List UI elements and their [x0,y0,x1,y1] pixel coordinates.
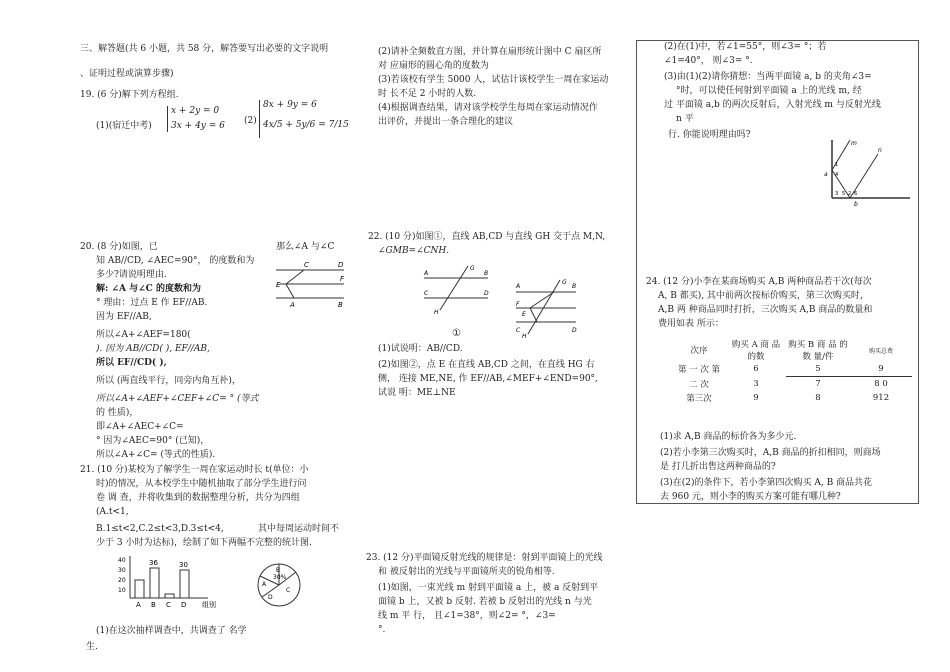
q24-sub3b: 去 960 元，则小李的购买方案可能有哪几种? [660,492,841,502]
q23-right-7: 行. 你能说明理由吗? [668,130,751,140]
q23-line-5: 线 m 平 行， 且∠1=38°，则∠2= °，∠3= [378,611,556,621]
q20-line-3: 多少?请说明理由. [96,270,167,280]
pie-label-b: B [276,567,281,574]
fig-label-5: 5 [842,191,846,197]
q23-line-2: 和 被反射出的光线与平面镜所夹的锐角相等. [378,567,555,577]
fig1-label-b: B [484,270,489,277]
q19-part1-eq1: x + 2y = 0 [171,106,220,116]
q20-figure [270,258,350,318]
q20-line-10: 所以 (两直线平行，同旁内角互补)， [96,376,241,386]
q23-right-6: n 平 [676,114,694,124]
q22-line-2: ∠GMB=∠CNH. [378,246,450,256]
q23-line-6: °. [378,625,386,635]
th-total: 购买总费 [868,347,893,355]
q19-part1-brace [167,106,168,132]
q23-mirror-figure [820,136,916,208]
fig-label-n: n [878,147,882,154]
q23-right-1: (2)在(1)中，若∠1=55°，则∠3= °；若 [664,42,827,52]
fig2-label-e: E [522,311,526,318]
q24-line-1: 24. (12 分)小李在某商场购买 A,B 两种商品若干次(每次 [646,277,872,287]
q22-sub2c: 试说 明：ME⊥NE [378,388,456,398]
fig-label-b: B [338,301,343,309]
q22-sub1: (1)试说明：AB//CD. [378,344,463,354]
y-tick-20: 20 [118,577,126,584]
fig2-label-f: F [516,301,520,308]
q21-bar-chart [118,554,228,610]
fig-line-ea [286,284,294,298]
q20-line-1a: 20. (8 分)如图，已 [80,242,158,252]
q22-sub2b: 侧， 连接 ME,NE, 作 EF//AB,∠MEF+∠END=90°, [378,374,598,384]
x-label-a: A [136,601,141,609]
table-cell: 9 [753,393,759,403]
q19-part2-eq2: 4x/5 + 5y/6 = 7/15 [263,120,349,130]
q21-line-1: 21. (10 分)某校为了解学生一周在家运动时长 t(单位：小 [80,465,309,475]
section-header-2: 、证明过程或演算步骤) [80,69,174,79]
bar-label-36: 36 [149,559,158,567]
q20-line-6: 因为 EF//AB, [96,312,152,322]
fig-label-6: 6 [854,191,858,197]
q22-figure-2 [512,276,580,338]
fig2-line-me [530,292,554,308]
q21-sub1: (1)在这次抽样调查中，共调查了 名学 [96,626,247,636]
fig1-label-c: C [424,290,429,297]
q21-line-4: (A.t<1, [96,507,129,517]
q20-line-8: ). 因为 AB//CD( ), EF//AB, [96,344,210,354]
fig1-label-h: H [434,309,439,316]
table-cell: 9 [878,364,884,374]
q20-line-2: 知 AB//CD, ∠AEC=90°， 的度数和为 [96,256,255,266]
table-cell: 6 [753,364,759,375]
bar-b [150,568,159,598]
table-cell: 第 一 次 第 [677,365,721,376]
q22-line-1: 22. (10 分)如图①，直线 AB,CD 与直线 GH 交于点 M,N, [368,232,606,242]
table-cell: 8 [815,393,821,403]
bar-d [180,570,189,598]
q19-part2-eq1: 8x + 9y = 6 [263,100,317,110]
table-row [672,377,912,392]
q20-line-7: 所以∠A+∠AEF=180( [96,330,191,340]
q24-sub1: (1)求 A,B 商品的标价各为多少元. [660,432,797,442]
q24-sub3: (3)在(2)的条件下，若小李第四次购买 A, B 商品共花 [660,478,873,488]
q19-title: 19. (6 分)解下列方程组. [80,90,179,100]
table-cell: 8 0 [850,377,912,392]
fig-label-e: E [276,281,281,289]
fig-line-ec [286,270,304,284]
pie-label-30: 30% [273,574,287,581]
q21-sub2: (2)请补全频数直方图，并计算在扇形统计图中 C 扇区所 [378,47,602,57]
pie-label-d: D [268,594,273,601]
fig-label-2: 2 [848,191,852,197]
q21-sub3b: 时 长不足 2 小时的人数. [378,89,477,99]
table-row [672,362,912,377]
q20-line-14: ° 因为∠AEC=90° (已知)， [96,436,210,446]
q23-line-4: 面镜 b 上，又被 b 反射. 若被 b 反射出的光线 n 与光 [378,597,592,607]
x-label-b: B [151,601,156,609]
q23-right-2: ∠1=40°， 则∠3= °. [664,56,753,66]
fig-label-4: 4 [835,172,839,178]
section-header: 三、解答题(共 6 小题，共 58 分，解答要写出必要的文字说明 [80,44,329,54]
q21-sub4: (4)根据调查结果，请对该学校学生每周在家运动情况作 [378,103,598,113]
q22-fig-caption: ① [452,328,461,339]
q23-right-5: 过 平面镜 a,b 的两次反射后，入射光线 m 与反射光线 [664,100,881,110]
q22-figure-1 [420,264,492,316]
fig2-line-ne [530,308,537,322]
q24-purchase-table [672,338,912,405]
q20-line-9: 所以 EF//CD( ), [96,358,167,368]
q21-sub1b: 生. [86,642,98,652]
fig-label-m: m [851,140,857,147]
x-axis-name: 组别 [202,601,216,609]
q21-pie-chart [256,562,302,608]
table-cell: 5 [815,364,821,374]
q19-part2-label: (2) [244,116,257,126]
fig1-label-a: A [424,270,429,277]
q19-part1-label: (1)(宿迁中考) [96,121,152,131]
bar-c [165,594,174,598]
table-cell: 912 [872,393,890,403]
y-tick-30: 30 [118,567,126,574]
q21-line-3: 卷 调 查，并将收集到的数据整理分析，共分为四组 [96,493,300,503]
table-cell: 7 [786,377,850,392]
table-row [672,391,912,405]
fig2-label-h: H [522,333,527,340]
fig1-label-g: G [470,265,475,272]
th-a-qty: 购买 A 商 品的数 [731,340,781,362]
q21-line-2: 时)的情况，从本校学生中随机抽取了部分学生进行问 [96,479,307,489]
q19-part2-brace [259,100,260,138]
th-order: 次序 [690,346,708,356]
fig2-label-b: B [572,283,577,290]
fig-label-1: 1 [835,162,839,168]
fig-label-a: a [824,171,828,178]
fig1-line-gh [440,266,468,310]
q24-sub2: (2)若小李第三次购买时，A,B 商品的折扣相同，则商场 [660,448,881,458]
x-label-c: C [166,601,171,609]
q19-part1-eq2: 3x + 4y = 6 [171,121,225,131]
bar-label-30: 30 [179,561,188,569]
q20-line-12: 的 性质)， [96,408,139,418]
table-header-row [672,338,912,362]
q23-right-3: (3)由(1)(2)请你猜想：当两平面镜 a, b 的夹角∠3= [664,72,872,82]
q21-line-5b: 其中每周运动时间不 [258,524,340,534]
fig-label-d: D [338,261,344,269]
fig-label-3: 3 [835,191,839,197]
q20-line-5: ° 理由：过点 E 作 EF//AB. [96,298,208,308]
q22-sub2: (2)如图②，点 E 在直线 AB,CD 之间，在直线 HG 右 [378,360,595,370]
q24-sub2b: 是 打几折出售这两种商品的? [660,462,776,472]
q20-line-15: 所以∠A+∠C= (等式的性质). [96,450,216,460]
fig-label-f: F [340,275,345,283]
table-cell: 二 次 [689,379,709,390]
q24-line-2: A, B 都买), 其中前两次按标价购买，第三次购买时， [658,291,869,301]
fig-label-a: A [290,301,295,309]
fig-label-b: b [854,201,858,208]
x-label-d: D [181,601,187,609]
fig2-label-c: C [516,327,521,334]
q20-line-1b: 那么∠A 与∠C [276,242,335,252]
q21-sub2b: 对 应扇形的圆心角的度数为 [378,61,489,71]
q21-line-6: 少于 3 小时为达标)，绘制了如下两幅不完整的统计图. [96,538,312,548]
q23-line-1: 23. (12 分)平面镜反射光线的规律是：射到平面镜上的光线 [366,553,603,563]
y-tick-10: 10 [118,587,126,594]
q20-line-11: 所以∠A+∠AEF+∠CEF+∠C= ° (等式 [96,394,259,404]
y-tick-40: 40 [118,557,126,564]
q21-sub4b: 出评价，并提出一条合理化的建议 [378,117,514,127]
fig2-label-d: D [572,327,577,334]
pie-label-c: C [286,587,291,594]
q24-line-3: A,B 两 种商品同时打折，三次购买 A,B 商品的数量和 [658,305,873,315]
table-cell: 3 [753,378,759,389]
q23-right-4: °时，可以使任何射到平面镜 a 上的光线 m, 经 [676,86,862,96]
fig2-label-a: A [516,283,521,290]
bar-a [135,580,144,598]
fig-label-c: C [304,261,309,269]
pie-label-a: A [262,581,267,588]
q20-line-4: 解: ∠A 与∠C 的度数和为 [96,284,201,294]
q23-line-3: (1)如图，一束光线 m 射到平面镜 a 上，被 a 反射到平 [378,583,599,593]
fig2-line-gh [528,280,560,334]
table-cell: 第三次 [686,394,712,404]
q21-line-5: B.1≤t<2,C.2≤t<3,D.3≤t<4, [96,524,224,534]
q21-sub3: (3)若该校有学生 5000 人，试估计该校学生一周在家运动 [378,75,609,85]
q20-line-13: 即∠A+∠AEC+∠C= [96,422,184,432]
q24-line-4: 费用如表 所示： [658,319,724,329]
fig1-label-d: D [484,290,489,297]
fig2-label-g: G [562,279,567,286]
th-b-qty: 购买 B 商 品 的 数 量/件 [788,340,848,362]
